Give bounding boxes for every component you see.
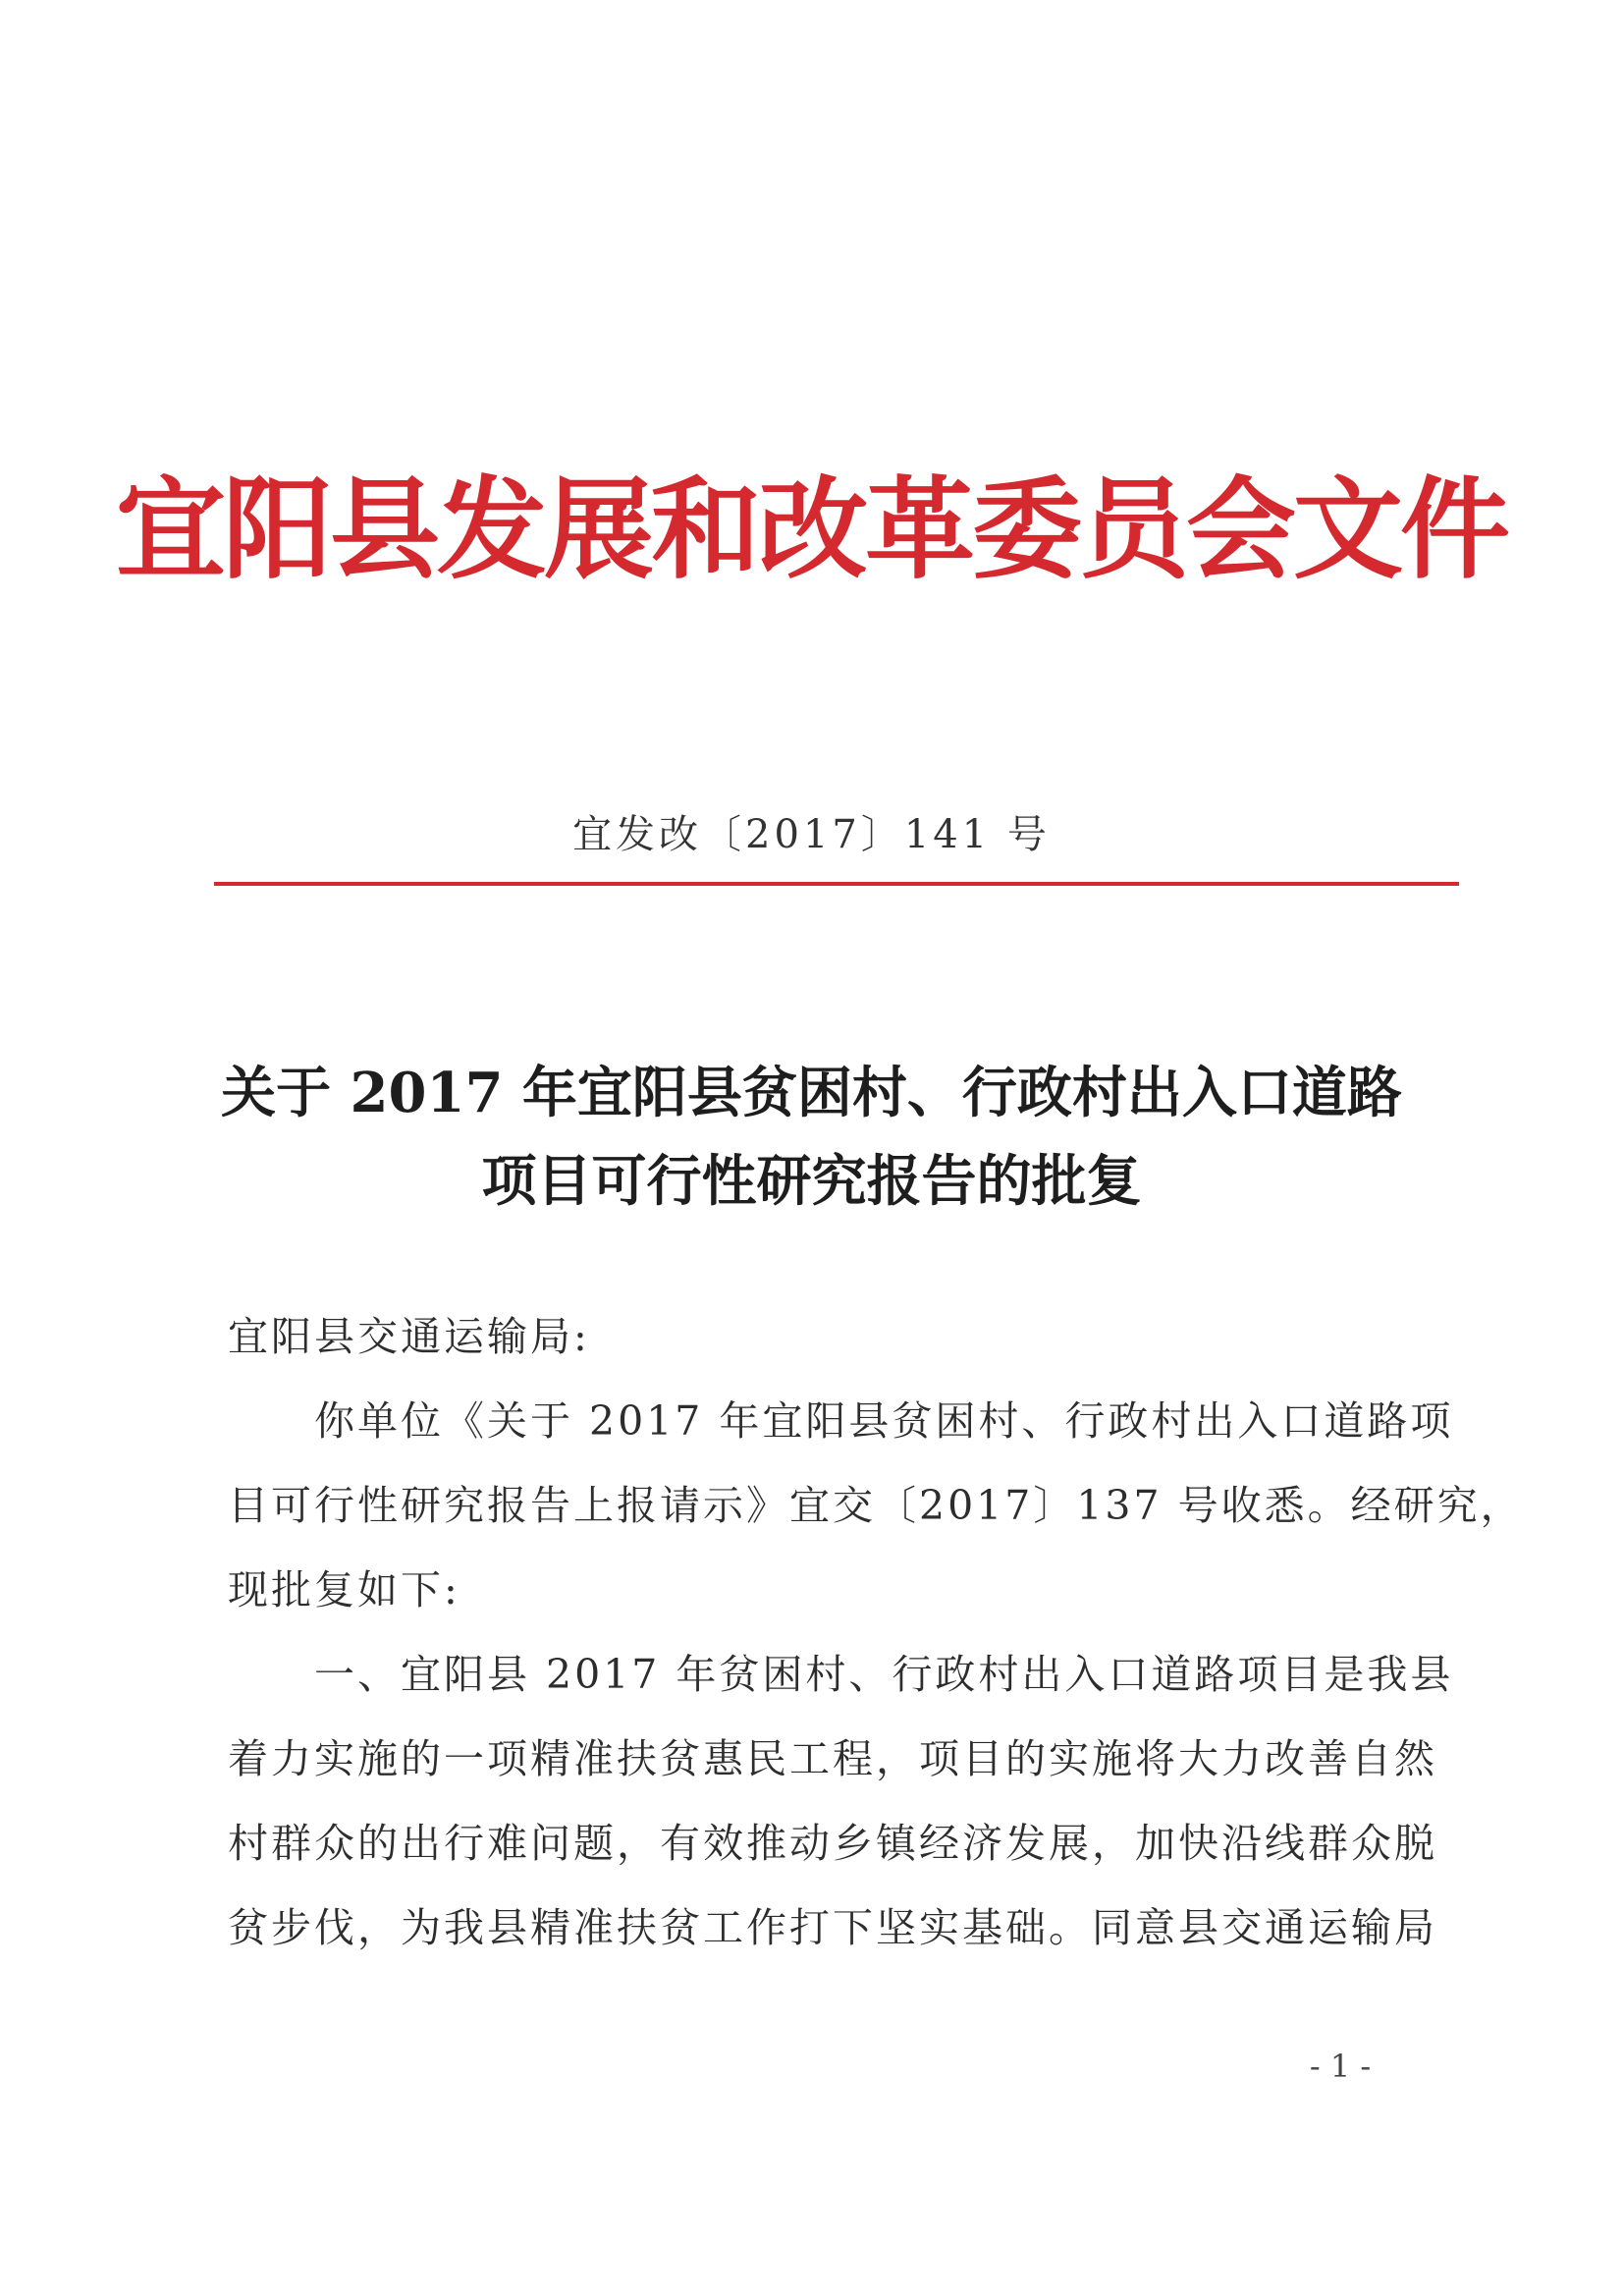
body-line: 现批复如下: bbox=[228, 1566, 460, 1613]
body-line: 村群众的出行难问题，有效推动乡镇经济发展，加快沿线群众脱 bbox=[228, 1820, 1437, 1867]
document-number: 宜发改〔2017〕141 号 bbox=[572, 812, 1051, 857]
body-line-recipient: 宜阳县交通运输局: bbox=[228, 1313, 590, 1360]
masthead-title: 宜阳县发展和改革委员会文件 bbox=[116, 466, 1507, 594]
body-line: 贫步伐，为我县精准扶贫工作打下坚实基础。同意县交通运输局 bbox=[228, 1904, 1437, 1951]
document-title-line-2: 项目可行性研究报告的批复 bbox=[481, 1149, 1142, 1214]
document-body bbox=[228, 1294, 1524, 1970]
body-line: 着力实施的一项精准扶贫惠民工程，项目的实施将大力改善自然 bbox=[228, 1735, 1437, 1782]
body-line: 一、宜阳县 2017 年贫困村、行政村出入口道路项目是我县 bbox=[228, 1651, 1454, 1698]
page-number: - 1 - bbox=[1309, 2048, 1372, 2085]
body-line: 你单位《关于 2017 年宜阳县贫困村、行政村出入口道路项 bbox=[228, 1397, 1454, 1445]
body-line: 目可行性研究报告上报请示》宜交〔2017〕137 号收悉。经研究， bbox=[228, 1482, 1524, 1529]
document-title bbox=[196, 1049, 1427, 1226]
red-divider bbox=[214, 882, 1459, 886]
document-title-line-1: 关于 2017 年宜阳县贫困村、行政村出入口道路 bbox=[221, 1061, 1402, 1125]
